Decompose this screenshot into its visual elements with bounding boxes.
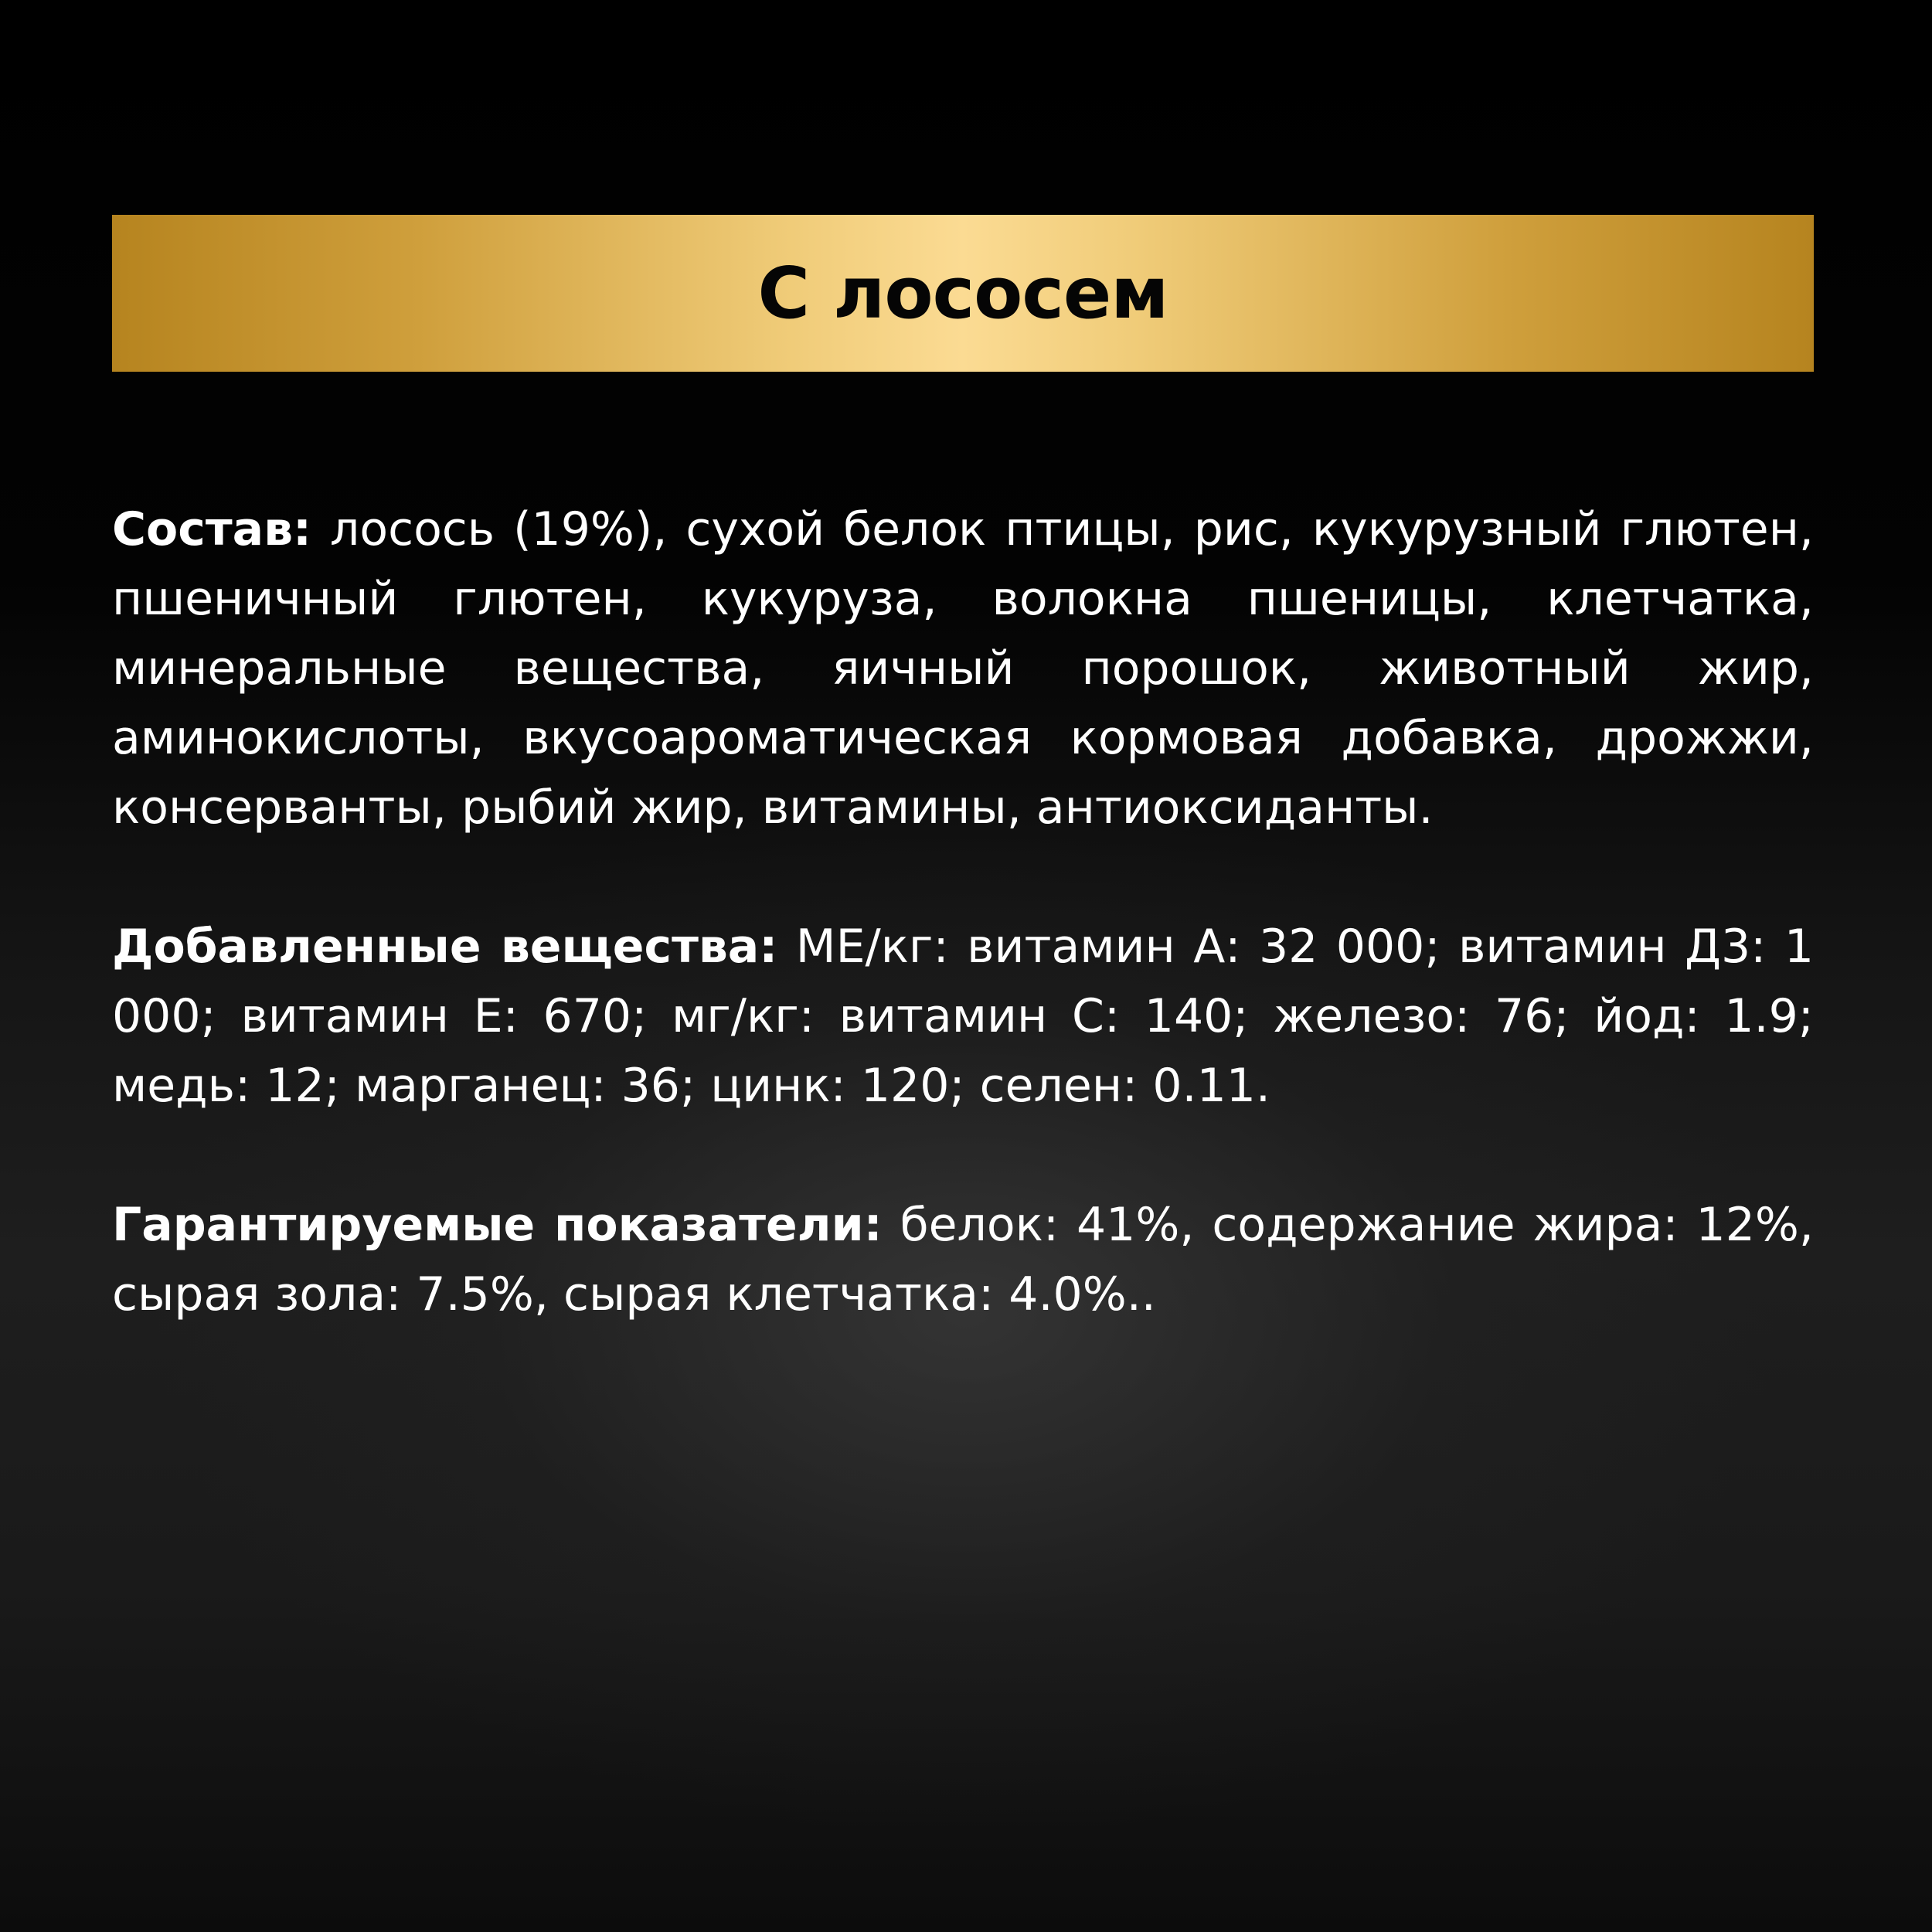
composition-text: лосось (19%), сухой белок птицы, рис, кукурузный глютен, пшеничный глютен, кукуруза, волокна пшеницы, клетчатка, минеральные вещества, яичный порошок, животный жир, аминокислоты, вкусоароматическая кормовая добавка, дрожжи, консерванты, рыбий жир, витамины, антиоксиданты. [112, 502, 1814, 835]
product-info [112, 495, 1814, 1329]
additives-label: Добавленные вещества: [112, 920, 778, 974]
composition-label: Состав: [112, 502, 312, 556]
composition-paragraph [112, 495, 1814, 842]
title-banner [112, 215, 1814, 372]
guaranteed-paragraph [112, 1190, 1814, 1329]
additives-text: МЕ/кг: витамин А: 32 000; витамин Д3: 1 000; витамин Е: 670; мг/кг: витамин С: 140; железо: 76; йод: 1.9; медь: 12; марганец: 36; цинк: 120; селен: 0.11. [112, 920, 1815, 1113]
additives-paragraph [112, 912, 1814, 1121]
guaranteed-text: белок: 41%, содержание жира: 12%, сырая зола: 7.5%, сырая клетчатка: 4.0%.. [112, 1198, 1814, 1321]
guaranteed-label: Гарантируемые показатели: [112, 1198, 883, 1252]
page-title: С лососем [757, 251, 1168, 335]
